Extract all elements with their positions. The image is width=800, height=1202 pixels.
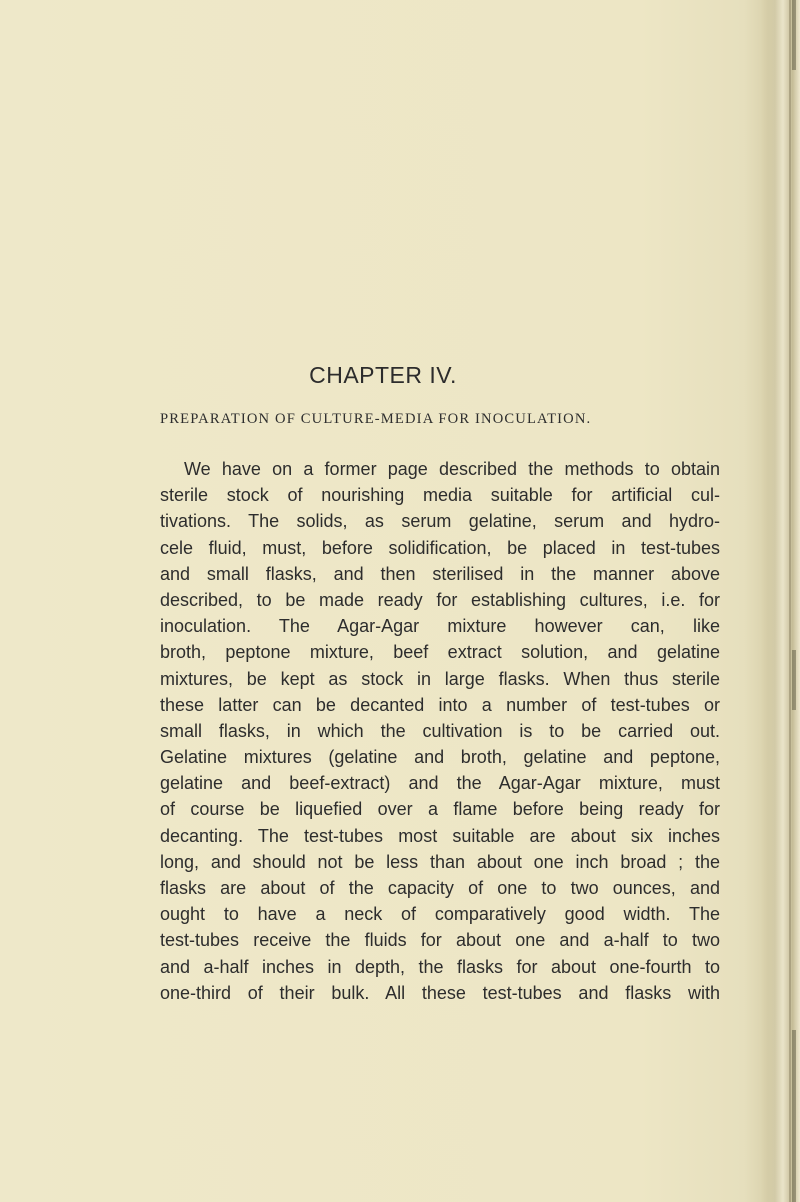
page-edge-mark [792, 650, 796, 710]
paragraph-line: We have on a former page described the methods to obtain [184, 459, 720, 479]
paragraph-line: described, to be made ready for establishing cultures, i.e. for [160, 589, 720, 610]
paragraph-line: one-third of their bulk. All these test-tubes and flasks with [160, 982, 720, 1003]
paragraph-line: gelatine and beef-extract) and the Agar-Agar mixture, must [160, 773, 720, 794]
paragraph-line: flasks are about of the capacity of one to two ounces, and [160, 878, 720, 898]
paragraph-line: these latter can be decanted into a number of test-tubes or [160, 694, 720, 715]
body-paragraph [160, 456, 720, 1006]
paragraph-line: broth, peptone mixture, beef extract solution, and gelatine [160, 642, 720, 663]
paragraph-line: mixtures, be kept as stock in large flasks. When thus sterile [160, 668, 720, 689]
paragraph-line: decanting. The test-tubes most suitable are about six inches [160, 825, 720, 846]
paragraph-line: test-tubes receive the fluids for about one and a-half to two [160, 930, 720, 951]
paragraph-line: and small flasks, and then sterilised in the manner above [160, 563, 720, 584]
paragraph-line: Gelatine mixtures (gelatine and broth, gelatine and peptone, [160, 747, 720, 768]
section-heading: PREPARATION OF CULTURE-MEDIA FOR INOCULATION. [160, 411, 592, 427]
paragraph-line: tivations. The solids, as serum gelatine, serum and hydro- [160, 511, 720, 532]
paragraph-line: ought to have a neck of comparatively good width. The [160, 904, 720, 925]
page-edge-shadow [762, 0, 800, 1202]
page-edge-line [789, 0, 791, 1202]
paragraph-line: sterile stock of nourishing media suitable for artificial cul- [160, 485, 720, 506]
paragraph-line: inoculation. The Agar-Agar mixture however can, like [160, 616, 720, 637]
paragraph-line: cele fluid, must, before solidification, be placed in test-tubes [160, 537, 720, 558]
paragraph-line: small flasks, in which the cultivation is to be carried out. [160, 720, 720, 741]
paragraph-line: long, and should not be less than about one inch broad ; the [160, 851, 720, 872]
page-edge-mark [792, 1030, 796, 1202]
chapter-heading: CHAPTER IV. [309, 362, 457, 388]
paragraph-line: of course be liquefied over a flame before being ready for [160, 799, 720, 820]
page-edge-mark [792, 0, 796, 70]
paragraph-line: and a-half inches in depth, the flasks for about one-fourth to [160, 956, 720, 977]
